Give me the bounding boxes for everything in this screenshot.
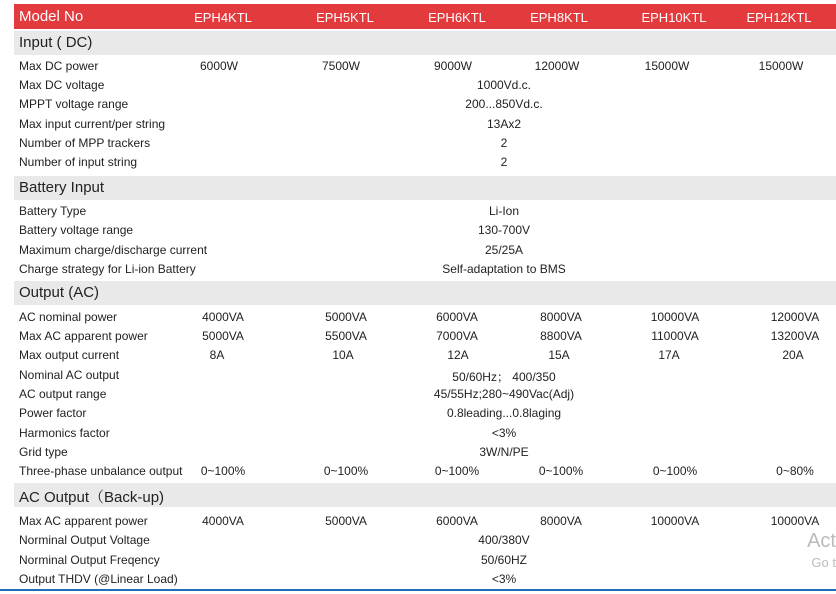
cell-value: 0~100% [200,464,246,478]
cell-value: 15000W [644,59,690,73]
cell-value: 2 [500,136,508,150]
model-header-eph10ktl: EPH10KTL [641,10,707,25]
cell-value: 0~100% [538,464,584,478]
cell-value: 0~100% [652,464,698,478]
cell-value: 7000VA [436,329,478,343]
cell-value: Self-adaptation to BMS [442,262,566,276]
cell-value: 0.8leading...0.8laging [446,406,562,420]
row-label: Number of input string [19,155,138,169]
cell-value: 0~80% [776,464,814,478]
model-header-eph5ktl: EPH5KTL [316,10,374,25]
table-row [14,202,836,221]
table-row [14,76,836,95]
row-label: AC output range [19,387,107,401]
table-row [14,531,836,550]
cell-value: 6000VA [436,310,478,324]
row-label: Power factor [19,406,87,420]
table-row [14,462,836,481]
cell-value: 50/60Hz； 400/350 [452,370,556,384]
section-title: Output (AC) [19,284,100,301]
table-row [14,570,836,589]
table-row [14,115,836,134]
cell-value: 2 [500,155,508,169]
table-row [14,221,836,240]
cell-value: 12000VA [770,310,820,324]
cell-value: 9000W [433,59,473,73]
cell-value: Li-Ion [488,204,520,218]
cell-value: 4000VA [202,514,244,528]
cell-value: 15000W [758,59,804,73]
table-row [14,512,836,531]
row-label: Battery voltage range [19,223,134,237]
section-battery-input [14,176,836,200]
section-ac-output-backup [14,483,836,507]
section-title: Input ( DC) [19,34,93,51]
cell-value: 20A [782,348,804,362]
row-label: Nominal AC output [19,368,120,382]
table-row [14,57,836,76]
row-label: Battery Type [19,204,87,218]
table-row [14,327,836,346]
row-label: Max DC power [19,59,99,73]
cell-value: 25/25A [484,243,524,257]
cell-value: 8000VA [540,514,582,528]
table-row [14,404,836,423]
model-no-label: Model No [19,8,84,25]
cell-value: 3W/N/PE [479,445,529,459]
activation-watermark-line2: Go t [811,555,836,570]
cell-value: 10000VA [770,514,820,528]
cell-value: 11000VA [651,329,699,343]
table-row [14,424,836,443]
cell-value: 130-700V [477,223,531,237]
cell-value: 6000W [199,59,239,73]
section-title: AC Output（Back-up) [19,489,165,506]
row-label: Norminal Output Voltage [19,533,150,547]
table-header [14,4,836,29]
cell-value: 8A [209,348,225,362]
table-row [14,385,836,404]
cell-value: 10A [332,348,354,362]
model-header-eph12ktl: EPH12KTL [746,10,812,25]
bottom-border [0,589,836,591]
section-input-dc [14,31,836,55]
cell-value: 13200VA [770,329,820,343]
table-row [14,134,836,153]
cell-value: 15A [548,348,570,362]
cell-value: 7500W [321,59,361,73]
table-row [14,366,836,385]
row-label: Max DC voltage [19,78,105,92]
row-label: Norminal Output Freqency [19,553,160,567]
table-row [14,153,836,172]
cell-value: 200...850Vd.c. [465,97,543,111]
cell-value: 13Ax2 [486,117,522,131]
row-label: Output THDV (@Linear Load) [19,572,178,586]
table-row [14,346,836,365]
cell-value: 12000W [534,59,580,73]
section-output-ac [14,281,836,305]
row-label: Max AC apparent power [19,514,148,528]
row-label: Three-phase unbalance output [19,464,183,478]
cell-value: 5000VA [202,329,244,343]
cell-value: 12A [447,348,469,362]
cell-value: 4000VA [202,310,244,324]
table-row [14,260,836,279]
cell-value: 0~100% [323,464,369,478]
row-label: Maximum charge/discharge current [19,243,208,257]
model-header-eph8ktl: EPH8KTL [530,10,588,25]
table-row [14,241,836,260]
table-row [14,308,836,327]
row-label: Max output current [19,348,120,362]
section-title: Battery Input [19,179,105,196]
row-label: Number of MPP trackers [19,136,151,150]
row-label: AC nominal power [19,310,118,324]
row-label: Harmonics factor [19,426,110,440]
cell-value: 8000VA [540,310,582,324]
cell-value: 0~100% [434,464,480,478]
cell-value: 5000VA [325,310,367,324]
cell-value: 10000VA [650,310,700,324]
model-header-eph4ktl: EPH4KTL [194,10,252,25]
cell-value: 6000VA [436,514,478,528]
row-label: Grid type [19,445,68,459]
model-header-eph6ktl: EPH6KTL [428,10,486,25]
cell-value: <3% [491,572,517,586]
cell-value: 8800VA [540,329,582,343]
cell-value: 5000VA [325,514,367,528]
cell-value: <3% [491,426,517,440]
row-label: Max input current/per string [19,117,166,131]
cell-value: 400/380V [478,533,530,547]
cell-value: 50/60HZ [480,553,528,567]
cell-value: 10000VA [650,514,700,528]
spec-table [14,4,836,592]
row-label: Max AC apparent power [19,329,148,343]
table-row [14,551,836,570]
row-label: MPPT voltage range [19,97,129,111]
table-row [14,95,836,114]
cell-value: 1000Vd.c. [476,78,532,92]
table-row [14,443,836,462]
cell-value: 45/55Hz;280~490Vac(Adj) [433,387,575,401]
activation-watermark-line1: Act [807,530,836,552]
cell-value: 5500VA [325,329,367,343]
row-label: Charge strategy for Li-ion Battery [19,262,196,276]
cell-value: 17A [658,348,680,362]
